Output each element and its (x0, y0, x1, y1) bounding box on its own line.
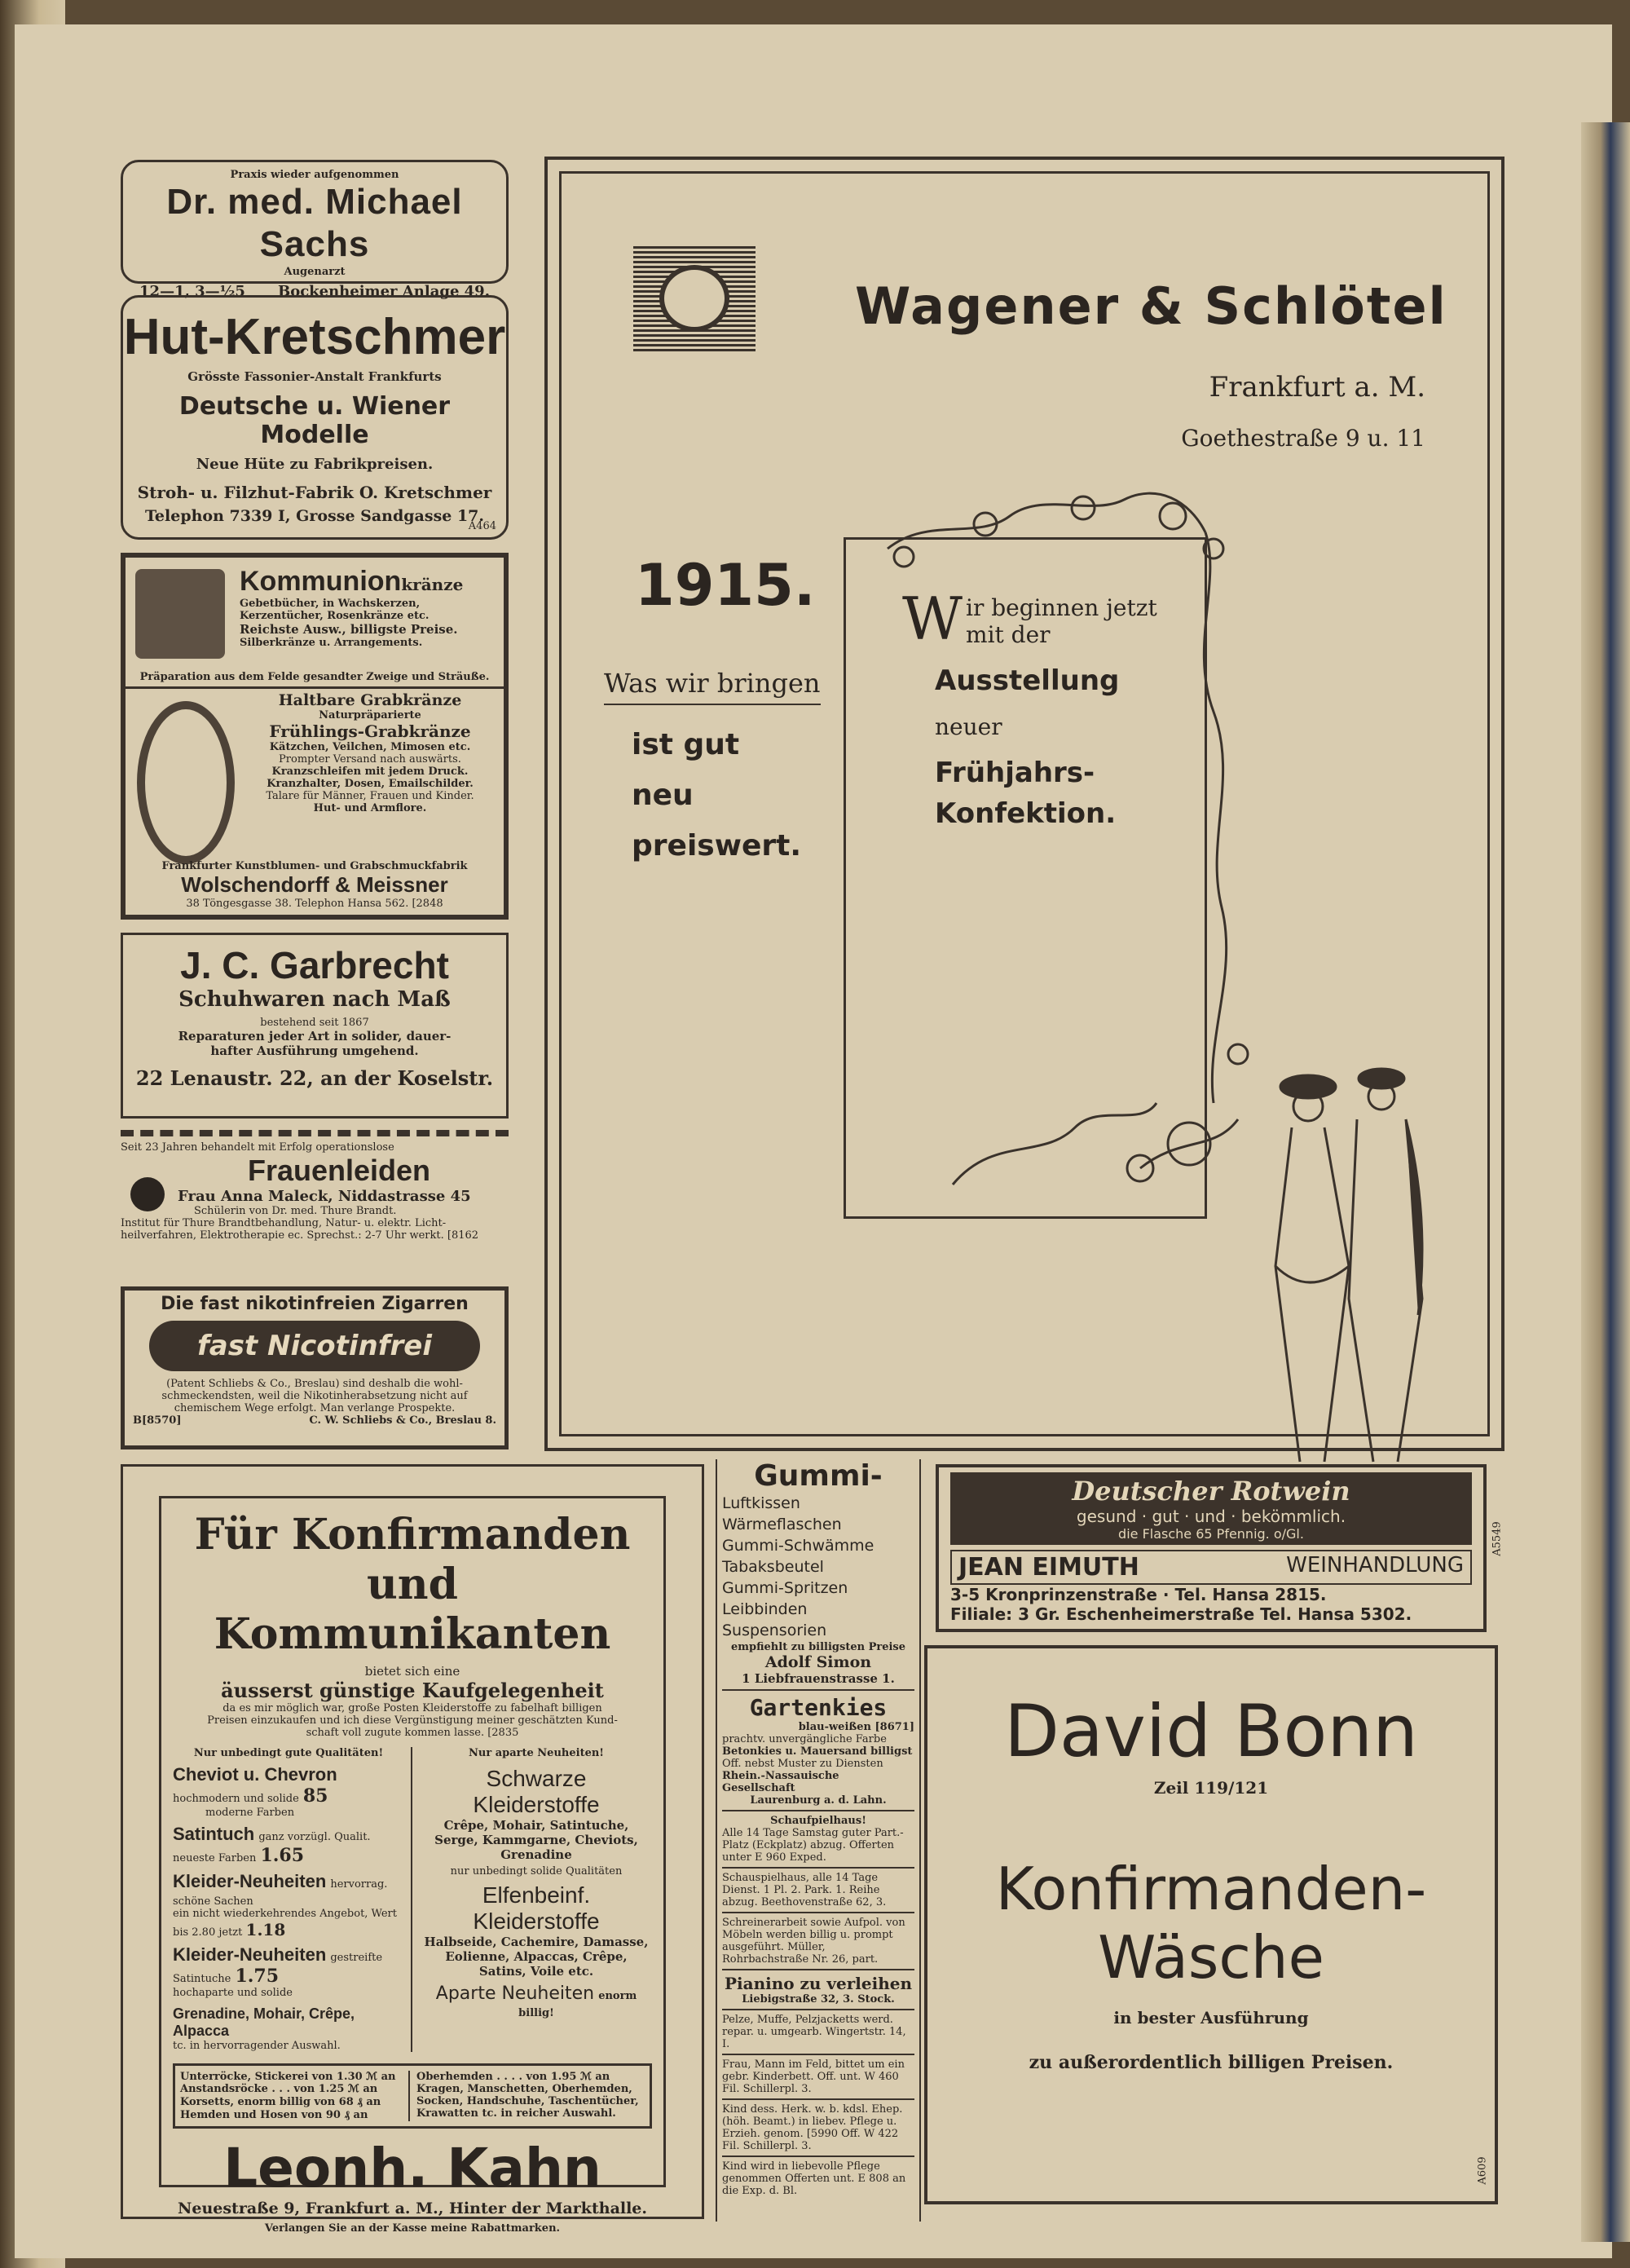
gummi-address: 1 Liebfrauenstrasse 1. (742, 1671, 895, 1686)
wagener-inner-frame (559, 171, 1490, 1436)
kahn-col-right (412, 1747, 652, 2052)
gummi-item: Leibbinden (722, 1600, 808, 1618)
kahn-box-right-1: Oberhemden . . . . von 1.95 ℳ an (416, 2071, 610, 2083)
kahn-aparte: Aparte Neuheiten (435, 1983, 595, 2004)
kraenze-address-text: 38 Töngesgasse 38. Telephon Hansa 562. (186, 898, 409, 910)
eimuth-name-line (950, 1550, 1472, 1585)
page-edge (1581, 122, 1630, 2242)
kretschmer-name: Hut-Kretschmer (123, 309, 506, 365)
kahn-item (173, 1764, 404, 1819)
wagener-frame-initial: W (902, 585, 963, 653)
gummi-item: Luftkissen (722, 1494, 800, 1512)
gummi-item: Wärmeflaschen (722, 1516, 842, 1533)
kahn-item-desc: ganz vorzügl. Qualit. neueste Farben (173, 1831, 371, 1864)
frauen-name: Frau Anna Maleck, Niddastrasse 45 (178, 1188, 471, 1205)
kraenze-top (126, 558, 504, 689)
gummi-firm: Adolf Simon (764, 1653, 872, 1671)
kraenze-schleifen: Kranzschleifen mit jedem Druck. (271, 766, 469, 778)
frauen-title: Frauenleiden (247, 1154, 431, 1187)
kies-l2: prachtv. unvergängliche Farbe (722, 1733, 887, 1745)
kahn-elfenbein-desc: Halbseide, Cachemire, Damasse, Eolienne, Alpaccas, Crêpe, Satins, Voile etc. (424, 1935, 649, 1979)
kraenze-address (126, 898, 504, 910)
kies-title: Gartenkies (749, 1694, 888, 1721)
ad-eimuth (936, 1464, 1504, 1632)
garbrecht-address: 22 Lenaustr. 22, an der Koselstr. (135, 1066, 494, 1090)
frauen-inst1: Institut für Thure Brandtbehandlung, Natur- u. elektr. Licht- (121, 1217, 447, 1229)
zigarren-brand: fast Nicotinfrei (196, 1330, 433, 1362)
classified-2: Alle 14 Tage Samstag guter Part.-Platz (Eckplatz) abzug. Offerten unter E 960 Exped. (722, 1827, 904, 1864)
wagener-logo-icon (633, 245, 756, 351)
kahn-col-left (173, 1747, 412, 2052)
kahn-item-desc: hervorrag. schöne Sachen (173, 1878, 388, 1908)
frauen-inst2: heilverfahren, Elektrotherapie ec. Sprechst.: 2-7 Uhr werkt. (121, 1229, 444, 1242)
kretschmer-phone: Telephon 7339 I, Grosse Sandgasse 17. (144, 507, 485, 525)
kraenze-flowers: Kätzchen, Veilchen, Mimosen etc. (269, 741, 471, 753)
classified-9: Kind dess. Herk. w. b. kdsl. Ehep. (höh. Beamt.) in liebev. Pflege u. Erzieh. genom. [5990 Off. W 422 Fil. Schillerpl. 3. (722, 2103, 903, 2152)
bonn-address: Zeil 119/121 (1153, 1778, 1269, 1798)
zigarren-brand-banner (149, 1321, 480, 1371)
frauen-inst2-line (121, 1229, 509, 1242)
classified-7: Pelze, Muffe, Pelzjacketts werd. repar. u. umgearb. Wingertstr. 14, I. (722, 2014, 906, 2050)
kahn-box-left-3: Korsetts, enorm billig von 68 ₰ an (180, 2096, 381, 2108)
wagener-year: 1915. (635, 552, 816, 619)
middle-column (716, 1459, 921, 2222)
kahn-box-right-4: Krawatten tc. in reicher Auswahl. (416, 2107, 616, 2120)
kahn-opp: äusserst günstige Kaufgelegenheit (221, 1679, 604, 1702)
zigarren-text3: chemischem Wege erfolgt. Man verlange Prospekte. (174, 1402, 456, 1414)
kahn-address: Neuestraße 9, Frankfurt a. M., Hinter der Markthalle. (177, 2200, 648, 2217)
kahn-text1: da es mir möglich war, große Posten Kleiderstoffe zu fabelhaft billigen (222, 1702, 602, 1714)
kretschmer-prices: Neue Hüte zu Fabrikpreisen. (196, 456, 434, 473)
bonn-product1: Konfirmanden- (995, 1855, 1427, 1923)
zigarren-text2: schmeckendsten, weil die Nikotinherabsetzung nicht auf (161, 1390, 468, 1402)
gummi-list (722, 1493, 914, 1641)
sachs-name: Dr. med. Michael Sachs (166, 182, 463, 264)
classified-4: Schreinerarbeit sowie Aufpol. von Möbeln werden billig u. prompt ausgeführt. Müller, Rohrbachstraße Nr. 26, part. (722, 1917, 905, 1966)
wagener-frame-line1: ir beginnen jetzt (966, 594, 1157, 621)
sachs-notice: Praxis wieder aufgenommen (230, 169, 399, 181)
kahn-moderne: moderne Farben (205, 1807, 295, 1819)
classified-5: Pianino zu verleihen (724, 1974, 913, 1993)
kahn-auswahl: tc. in hervorragender Auswahl. (173, 2040, 341, 2052)
kahn-item-price: 1.75 (235, 1966, 280, 1987)
kahn-hochaparte: hochaparte und solide (173, 1987, 293, 1999)
kahn-offer: bietet sich eine (364, 1664, 460, 1679)
kahn-box-left-2: Anstandsröcke . . . von 1.25 ℳ an (180, 2083, 378, 2095)
kahn-item (173, 1944, 404, 1999)
eimuth-title: Deutscher Rotwein (1072, 1476, 1350, 1507)
kahn-inner-frame (159, 1496, 666, 2235)
kahn-item-name: Satintuch (173, 1824, 255, 1844)
classified-1: Schaufpielhaus! (770, 1815, 866, 1827)
kies-l1: blau-weißen [8671] (798, 1721, 914, 1733)
wagener-city: Frankfurt a. M. (1209, 371, 1425, 404)
kahn-item-desc: hochmodern und solide (173, 1793, 299, 1805)
eimuth-code: A5549 (1491, 1521, 1504, 1556)
kahn-item-price: 1.65 (260, 1845, 305, 1866)
wreath-picture (137, 701, 235, 864)
ad-wagener (544, 157, 1504, 1451)
kahn-einmalig-line (173, 1908, 404, 1939)
kahn-title2: und Kommunikanten (214, 1560, 611, 1659)
sachs-address: Bockenheimer Anlage 49. (277, 283, 490, 300)
kraenze-line2: Kerzentücher, Rosenkränze etc. (240, 610, 430, 622)
eimuth-slogan: gesund · gut · und · bekömmlich. (1076, 1507, 1346, 1526)
fashion-couple-illustration (1259, 1054, 1438, 1478)
kahn-item (173, 1871, 404, 1939)
garbrecht-since: bestehend seit 1867 (260, 1017, 369, 1029)
frauen-code: [8162 (447, 1229, 479, 1242)
wagener-frame-line2: mit der (966, 621, 1051, 648)
kahn-item-price: 1.18 (245, 1920, 286, 1939)
kahn-box-left-1: Unterröcke, Stickerei von 1.30 ℳ an (180, 2071, 396, 2083)
kies-l5: Rhein.-Nassauische Gesellschaft (722, 1770, 839, 1794)
kahn-enorm: enorm billig! (518, 1990, 637, 2019)
kraenze-talare: Talare für Männer, Frauen und Kinder. (266, 790, 474, 802)
ad-sachs (121, 160, 509, 300)
kraenze-grab-title: Haltbare Grabkränze (278, 691, 462, 709)
ad-zigarren (121, 1286, 509, 1449)
ad-bonn (924, 1645, 1498, 2204)
kies-l3: Betonkies u. Mauersand billigst (722, 1745, 913, 1758)
kretschmer-models: Deutsche u. Wiener Modelle (178, 392, 451, 449)
kahn-col2-head: Nur aparte Neuheiten! (469, 1747, 604, 1759)
eimuth-addr1: 3-5 Kronprinzenstraße · Tel. Hansa 2815. (950, 1585, 1327, 1604)
garbrecht-name: J. C. Garbrecht (180, 944, 449, 986)
gummi-title: Gummi- (754, 1459, 883, 1493)
zigarren-code: B[8570] (133, 1414, 182, 1427)
wagener-frame-bold1: Ausstellung (935, 664, 1120, 697)
ad-kahn (121, 1464, 704, 2235)
sachs-hours: 12—1, 3—½5 (139, 283, 245, 300)
kraenze-line4: Silberkränze u. Arrangements. (240, 637, 423, 649)
kahn-text3: schaft voll zugute kommen lasse. (306, 1727, 485, 1739)
gummi-item: Suspensorien (722, 1622, 827, 1639)
kahn-box-right-2: Kragen, Manschetten, Oberhemden, (416, 2083, 632, 2095)
bonn-code: A609 (1476, 2156, 1489, 2185)
kies-l6: Laurenburg a. d. Lahn. (750, 1794, 887, 1807)
kahn-schwarze: Schwarze Kleiderstoffe (473, 1766, 600, 1817)
kraenze-title-small: kränze (401, 575, 464, 594)
kretschmer-factory: Stroh- u. Filzhut-Fabrik O. Kretschmer (137, 483, 492, 502)
garbrecht-sub: Schuhwaren nach Maß (178, 987, 451, 1012)
kahn-box (173, 2063, 652, 2129)
zigarren-title: Die fast nikotinfreien Zigarren (161, 1294, 469, 1314)
eimuth-name: JEAN EIMUTH (958, 1553, 1139, 1582)
kahn-item-price: 85 (302, 1785, 328, 1807)
gummi-item: Gummi-Spritzen (722, 1579, 848, 1597)
kahn-title1: Für Konfirmanden (194, 1510, 631, 1560)
wagener-point-1: ist gut (632, 728, 740, 761)
gummi-item: Tabaksbeutel (722, 1558, 824, 1576)
wagener-point-2: neu (632, 779, 694, 812)
bonn-product2: Wäsche (1098, 1923, 1324, 1992)
classified-10: Kind wird in liebevolle Pflege genommen Offerten unt. E 808 an die Exp. d. Bl. (722, 2160, 906, 2197)
wagener-frame-bold2: Frühjahrs- (935, 757, 1095, 789)
kahn-elfenbein: Elfenbeinf. Kleiderstoffe (473, 1882, 600, 1934)
kahn-col1-head: Nur unbedingt gute Qualitäten! (193, 1747, 384, 1759)
zigarren-text1: (Patent Schliebs & Co., Breslau) sind deshalb die wohl- (166, 1378, 463, 1390)
kahn-solide: nur unbedingt solide Qualitäten (450, 1865, 623, 1877)
kahn-text3-line (161, 1727, 663, 1739)
eimuth-addr2: Filiale: 3 Gr. Eschenheimerstraße Tel. Hansa 5302. (950, 1604, 1412, 1624)
kraenze-halter: Kranzhalter, Dosen, Emailschilder. (267, 778, 474, 790)
wagener-street: Goethestraße 9 u. 11 (1181, 425, 1425, 452)
zigarren-firm: C. W. Schliebs & Co., Breslau 8. (309, 1414, 496, 1427)
eimuth-type: WEINHANDLUNG (1286, 1553, 1464, 1577)
frauen-dot-icon (130, 1177, 165, 1211)
kahn-name: Leonh. Kahn (223, 2137, 601, 2200)
wagener-point-3: preiswert. (632, 829, 802, 863)
bonn-quality: in bester Ausführung (1113, 2008, 1309, 2028)
bonn-name: David Bonn (1004, 1689, 1418, 1773)
eimuth-banner (950, 1472, 1472, 1545)
kraenze-line1: Gebetbücher, in Wachskerzen, (240, 598, 421, 610)
garbrecht-repair2: hafter Ausführung umgehend. (210, 1044, 419, 1058)
kahn-grenadine: Grenadine, Mohair, Crêpe, Alpacca (173, 2005, 355, 2039)
eimuth-price: die Flasche 65 Pfennig. o/Gl. (1118, 1526, 1304, 1542)
kies-l4: Off. nebst Muster zu Diensten (722, 1758, 883, 1770)
kraenze-fruehling: Frühlings-Grabkränze (269, 721, 471, 741)
kahn-einmalig: ein nicht wiederkehrendes Angebot, Wert bis 2.80 jetzt (173, 1908, 397, 1939)
frauen-pupil: Schülerin von Dr. med. Thure Brandt. (194, 1205, 397, 1217)
kahn-text2: Preisen einzukaufen und ich diese Vergünstigung meiner geschätzten Kund- (207, 1714, 618, 1727)
classified-3: Schauspielhaus, alle 14 Tage Dienst. 1 Pl. 2. Park. 1. Reihe abzug. Beethovenstraße 62, 3. (722, 1872, 887, 1908)
gummi-item: Gummi-Schwämme (722, 1537, 874, 1555)
kahn-rabatt: Verlangen Sie an der Kasse meine Rabattmarken. (264, 2222, 561, 2235)
kretschmer-tagline: Grösste Fassonier-Anstalt Frankfurts (187, 369, 442, 384)
kraenze-firm: Wolschendorff & Meissner (181, 872, 448, 897)
frauen-intro: Seit 23 Jahren behandelt mit Erfolg operationslose (121, 1141, 394, 1154)
wagener-frame-line3: neuer (935, 713, 1002, 740)
ad-kraenze (121, 553, 509, 920)
candle-picture (135, 569, 225, 659)
kahn-item-name: Kleider-Neuheiten (173, 1871, 327, 1891)
kraenze-line3: Reichste Ausw., billigste Preise. (240, 622, 458, 637)
kraenze-line5: Präparation aus dem Felde gesandter Zweige und Sträuße. (139, 671, 490, 683)
sachs-title: Augenarzt (284, 266, 346, 278)
wagener-frame-bold3: Konfektion. (935, 797, 1117, 830)
kahn-item-name: Kleider-Neuheiten (173, 1944, 327, 1965)
kahn-item-desc: gestreifte Satintuche (173, 1952, 383, 1985)
kraenze-hut: Hut- und Armflore. (313, 802, 427, 814)
wagener-heading: Was wir bringen (604, 668, 821, 705)
kraenze-title-big: Kommunion (240, 566, 402, 597)
kahn-schwarze-desc: Crêpe, Mohair, Satintuche, Serge, Kammgarne, Cheviots, Grenadine (434, 1818, 638, 1862)
ad-garbrecht (121, 933, 509, 1119)
gummi-recommend: empfiehlt zu billigsten Preise (730, 1641, 906, 1653)
garbrecht-repair: Reparaturen jeder Art in solider, dauer- (178, 1029, 452, 1044)
classified-8: Frau, Mann im Feld, bittet um ein gebr. Kinderbett. Off. unt. W 460 Fil. Schillerpl. 3. (722, 2058, 905, 2095)
kraenze-fabrik: Frankfurter Kunstblumen- und Grabschmuckfabrik (161, 860, 468, 872)
kraenze-grab-sub: Naturpräparierte (319, 709, 421, 721)
kahn-box-left-4: Hemden und Hosen von 90 ₰ an (180, 2109, 368, 2121)
ad-kretschmer (121, 295, 509, 540)
classified-6: Liebigstraße 32, 3. Stock. (742, 1993, 895, 2005)
kahn-item (173, 1824, 404, 1866)
bonn-prices: zu außerordentlich billigen Preisen. (1029, 2052, 1394, 2073)
wagener-name: Wagener & Schlötel (855, 276, 1447, 336)
kahn-aparte-line (421, 1983, 652, 2019)
kahn-box-right-3: Socken, Handschuhe, Taschentücher, (416, 2095, 639, 2107)
ad-frauen (121, 1130, 509, 1257)
kraenze-code: [2848 (412, 898, 443, 910)
kretschmer-code: A464 (468, 520, 496, 532)
kahn-item-name: Cheviot u. Chevron (173, 1764, 337, 1785)
kraenze-versand: Prompter Versand nach auswärts. (279, 753, 461, 766)
kahn-code: [2835 (487, 1727, 519, 1739)
